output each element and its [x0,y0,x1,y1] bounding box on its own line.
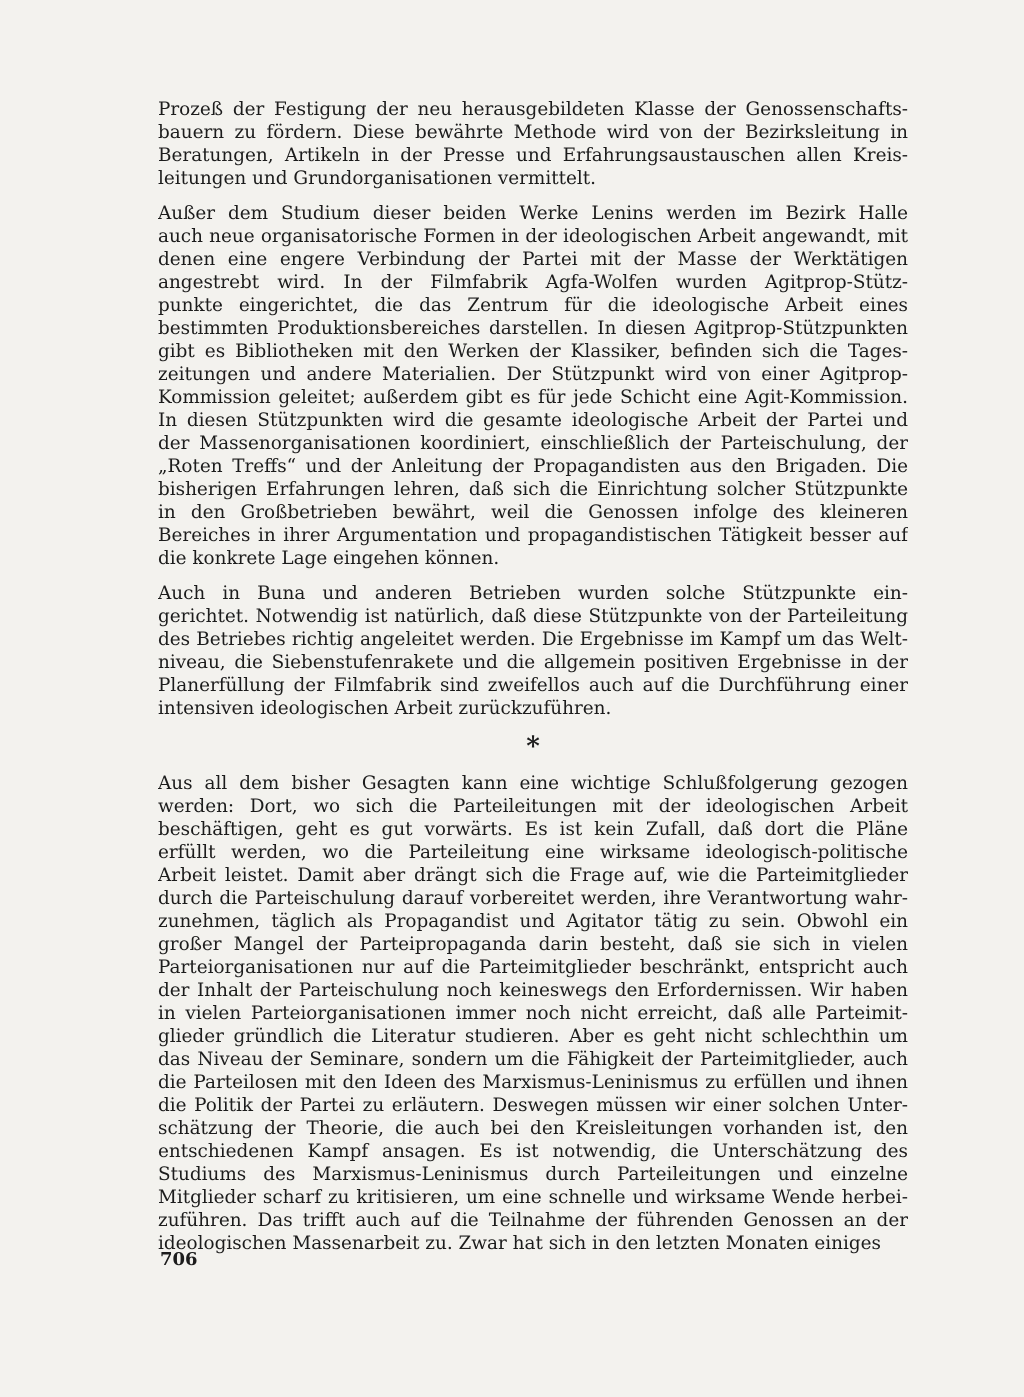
text-line: bisherigen Erfahrungen lehren, daß sich die Einrichtung solcher Stützpunkte [158,479,908,500]
text-line: punkte eingerichtet, die das Zentrum für die ideologische Arbeit eines [158,295,908,316]
text-line: bauern zu fördern. Diese bewährte Methode wird von der Bezirksleitung in [158,122,908,143]
page-number: 706 [160,1249,198,1270]
paragraph-3 [158,582,908,720]
text-line: Arbeit leistet. Damit aber drängt sich die Frage auf, wie die Parteimitglieder [158,865,908,886]
text-line: angestrebt wird. In der Filmfabrik Agfa-Wolfen wurden Agitprop-Stütz- [158,272,908,293]
text-line: entschiedenen Kampf ansagen. Es ist notwendig, die Unterschätzung des [158,1141,908,1162]
text-line: denen eine engere Verbindung der Partei mit der Masse der Werktätigen [158,249,908,270]
text-line: „Roten Treffs“ und der Anleitung der Propagandisten aus den Brigaden. Die [158,456,908,477]
text-line: Bereiches in ihrer Argumentation und propagandistischen Tätigkeit besser auf [158,525,908,546]
text-line: die konkrete Lage eingehen können. [158,548,500,569]
text-line: zunehmen, täglich als Propagandist und Agitator tätig zu sein. Obwohl ein [158,911,908,932]
paragraph-2 [158,202,908,570]
text-line: werden: Dort, wo sich die Parteileitungen mit der ideologischen Arbeit [158,796,908,817]
text-line: das Niveau der Seminare, sondern um die Fähigkeit der Parteimitglieder, auch [158,1049,908,1070]
text-line: schätzung der Theorie, die auch bei den Kreisleitungen vorhanden ist, den [158,1118,908,1139]
text-line: Kommission geleitet; außerdem gibt es für jede Schicht eine Agit-Kommission. [158,387,908,408]
text-line: gerichtet. Notwendig ist natürlich, daß diese Stützpunkte von der Parteileitung [158,606,908,627]
text-line: der Inhalt der Parteischulung noch keineswegs den Erfordernissen. Wir haben [158,980,908,1001]
text-line: zeitungen und andere Materialien. Der Stützpunkt wird von einer Agitprop- [158,364,908,385]
text-line: niveau, die Siebenstufenrakete und die allgemein positiven Ergebnisse in der [158,652,908,673]
text-line: Aus all dem bisher Gesagten kann eine wichtige Schlußfolgerung gezogen [158,773,908,794]
text-line: leitungen und Grundorganisationen vermittelt. [158,168,596,189]
text-line: Planerfüllung der Filmfabrik sind zweifellos auch auf die Durchführung einer [158,675,908,696]
text-line: Mitglieder scharf zu kritisieren, um eine schnelle und wirksame Wende herbei- [158,1187,908,1208]
text-line: Beratungen, Artikeln in der Presse und Erfahrungsaustauschen allen Kreis- [158,145,908,166]
text-line: Auch in Buna und anderen Betrieben wurden solche Stützpunkte ein- [158,583,908,604]
text-line: zuführen. Das trifft auch auf die Teilnahme der führenden Genossen an der [158,1210,908,1231]
text-line: des Betriebes richtig angeleitet werden. Die Ergebnisse im Kampf um das Welt- [158,629,908,650]
text-line: die Politik der Partei zu erläutern. Deswegen müssen wir einer solchen Unter- [158,1095,908,1116]
text-line: In diesen Stützpunkten wird die gesamte ideologische Arbeit der Partei und [158,410,908,431]
text-line: gibt es Bibliotheken mit den Werken der Klassiker, befinden sich die Tages- [158,341,908,362]
text-line: beschäftigen, geht es gut vorwärts. Es ist kein Zufall, daß dort die Pläne [158,819,908,840]
text-line: bestimmten Produktionsbereiches darstellen. In diesen Agitprop-Stützpunkten [158,318,908,339]
text-line: die Parteilosen mit den Ideen des Marxismus-Leninismus zu erfüllen und ihnen [158,1072,908,1093]
text-line: auch neue organisatorische Formen in der ideologischen Arbeit angewandt, mit [158,226,908,247]
text-line: ideologischen Massenarbeit zu. Zwar hat sich in den letzten Monaten einiges [158,1233,881,1254]
text-line: erfüllt werden, wo die Parteileitung eine wirksame ideologisch-politische [158,842,908,863]
text-line: Studiums des Marxismus-Leninismus durch Parteileitungen und einzelne [158,1164,908,1185]
text-line: großer Mangel der Parteipropaganda darin besteht, daß sie sich in vielen [158,934,908,955]
text-line: Außer dem Studium dieser beiden Werke Lenins werden im Bezirk Halle [158,203,908,224]
page-body [158,98,908,1255]
paragraph-1 [158,98,908,190]
text-line: Parteiorganisationen nur auf die Parteimitglieder beschränkt, entspricht auch [158,957,908,978]
text-line: in den Großbetrieben bewährt, weil die Genossen infolge des kleineren [158,502,908,523]
text-line: durch die Parteischulung darauf vorbereitet werden, ihre Verantwortung wahr- [158,888,908,909]
text-line: der Massenorganisationen koordiniert, einschließlich der Parteischulung, der [158,433,908,454]
paragraph-4 [158,772,908,1255]
text-line: glieder gründlich die Literatur studieren. Aber es geht nicht schlechthin um [158,1026,908,1047]
text-line: in vielen Parteiorganisationen immer noch nicht erreicht, daß alle Parteimit- [158,1003,908,1024]
text-line: intensiven ideologischen Arbeit zurückzuführen. [158,698,612,719]
section-separator: * [526,732,540,762]
text-line: Prozeß der Festigung der neu herausgebildeten Klasse der Genossenschafts- [158,99,908,120]
